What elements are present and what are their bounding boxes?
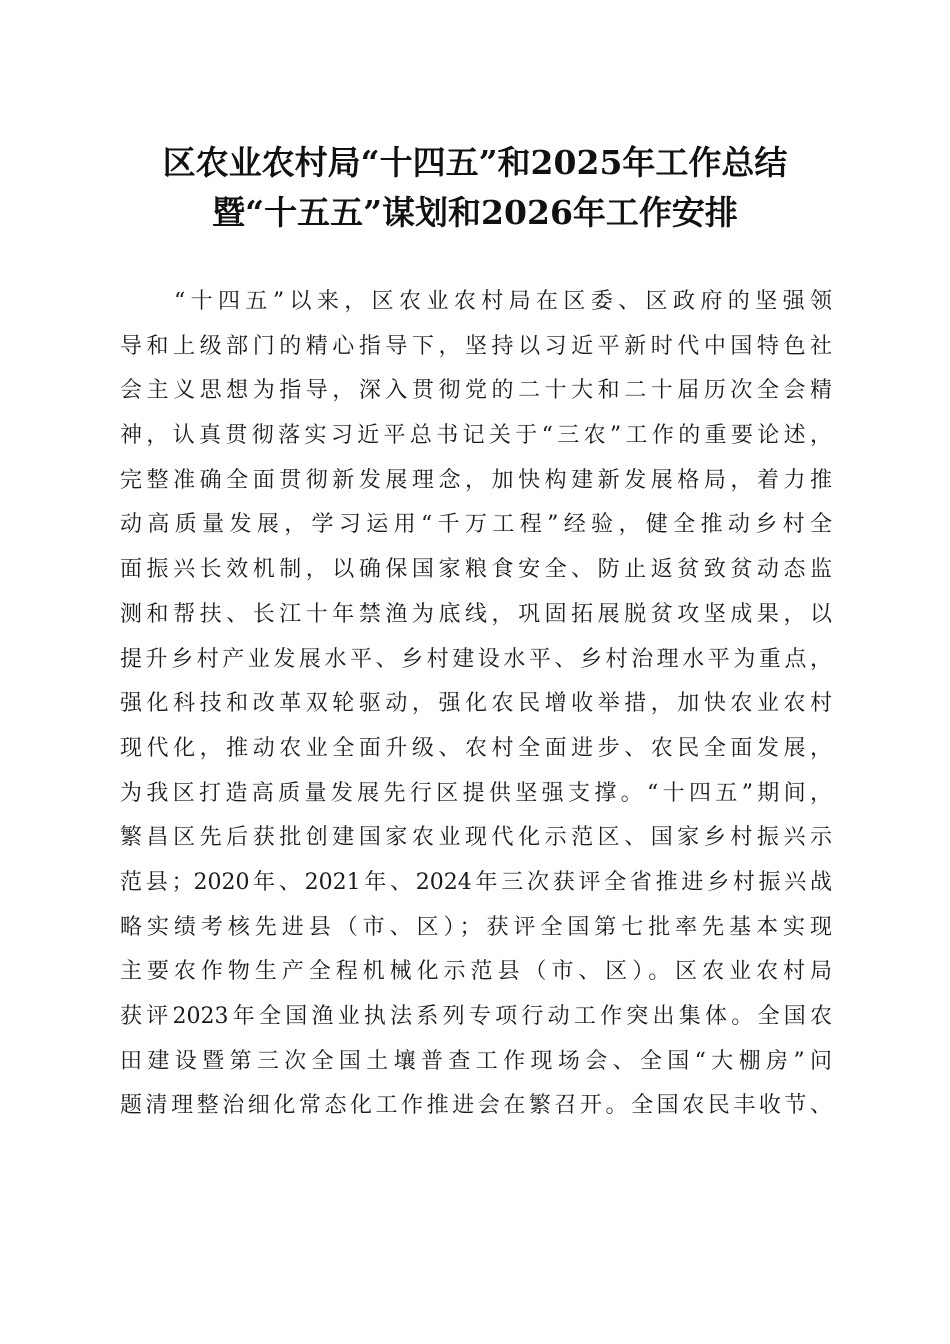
body-line: 测和帮扶、长江十年禁渔为底线，巩固拓展脱贫攻坚成果，以 (120, 601, 832, 627)
body-line: 范县；2020年、2021年、2024年三次获评全省推进乡村振兴战 (120, 869, 832, 895)
body-line: 田建设暨第三次全国土壤普查工作现场会、全国“大棚房”问 (120, 1048, 832, 1074)
body-line: 为我区打造高质量发展先行区提供坚强支撑。“十四五”期间， (120, 780, 832, 806)
body-line: 强化科技和改革双轮驱动，强化农民增收举措，加快农业农村 (120, 691, 832, 717)
body-line: 完整准确全面贯彻新发展理念，加快构建新发展格局，着力推 (120, 467, 832, 493)
body-line: 动高质量发展，学习运用“千万工程”经验，健全推动乡村全 (120, 512, 832, 538)
body-line: 提升乡村产业发展水平、乡村建设水平、乡村治理水平为重点， (120, 646, 832, 672)
title-line-2: 暨“十五五”谋划和2026年工作安排 (212, 193, 738, 232)
body-paragraph (120, 280, 832, 1129)
body-line: “十四五”以来，区农业农村局在区委、区政府的坚强领 (174, 289, 832, 314)
body-line: 面振兴长效机制，以确保国家粮食安全、防止返贫致贫动态监 (120, 557, 832, 583)
body-line: 主要农作物生产全程机械化示范县（市、区）。区农业农村局 (120, 959, 832, 985)
body-line: 获评2023年全国渔业执法系列专项行动工作突出集体。全国农 (120, 1004, 832, 1029)
body-line: 略实绩考核先进县（市、区）；获评全国第七批率先基本实现 (120, 914, 832, 940)
body-line: 神，认真贯彻落实习近平总书记关于“三农”工作的重要论述， (120, 423, 832, 449)
body-line: 现代化，推动农业全面升级、农村全面进步、农民全面发展， (120, 735, 832, 761)
title-line-1: 区农业农村局“十四五”和2025年工作总结 (162, 143, 788, 182)
body-line: 繁昌区先后获批创建国家农业现代化示范区、国家乡村振兴示 (120, 825, 832, 851)
body-line: 会主义思想为指导，深入贯彻党的二十大和二十届历次全会精 (120, 378, 832, 404)
document-title (100, 138, 850, 238)
body-line: 导和上级部门的精心指导下，坚持以习近平新时代中国特色社 (120, 333, 832, 359)
body-line: 题清理整治细化常态化工作推进会在繁召开。全国农民丰收节、 (120, 1093, 832, 1119)
